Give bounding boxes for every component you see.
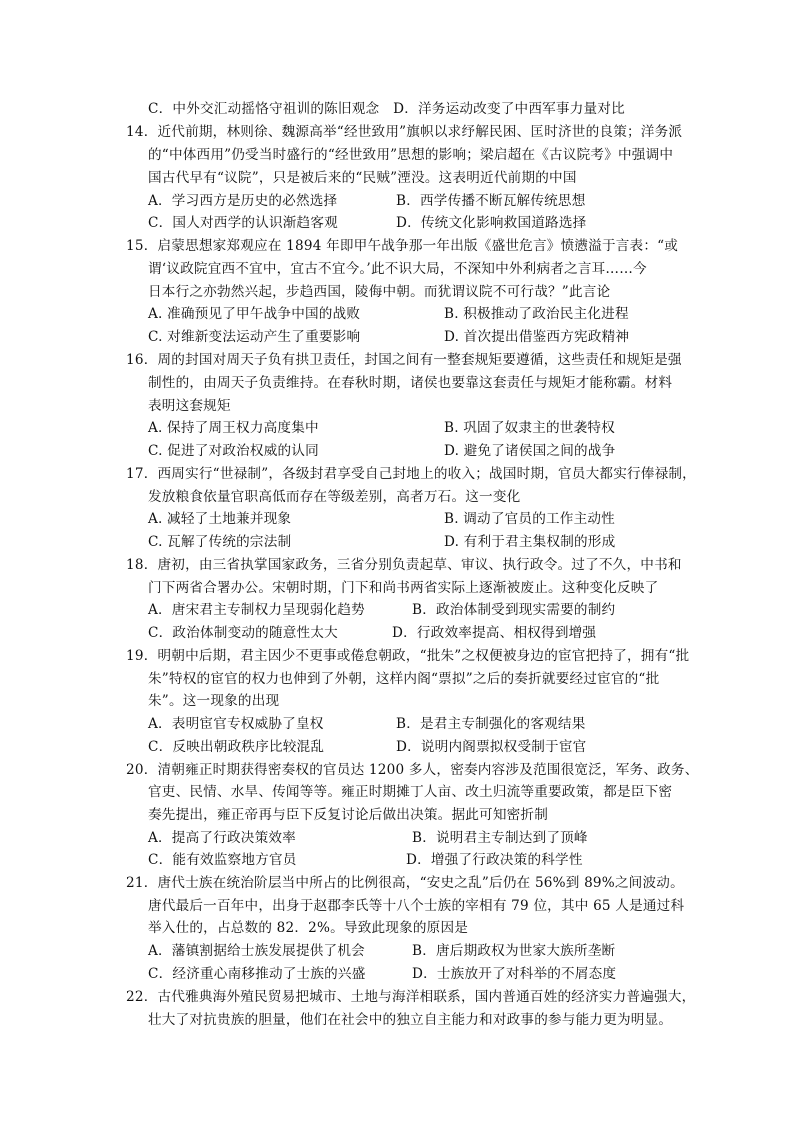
q22-stem-line1: 22．古代雅典海外殖民贸易把城市、土地与海洋相联系，国内普通百姓的经济实力普遍强大， bbox=[126, 989, 696, 1005]
q18-option-d: D．行政效率提高、相权得到增强 bbox=[392, 625, 597, 641]
q15-stem-line2: 谓‘议政院宜西不宜中，宜古不宜今。’此不识大局，不深知中外利病者之言耳……今 bbox=[148, 261, 647, 277]
q19-option-c: C．反映出朝政秩序比较混乱 bbox=[148, 739, 325, 755]
q18-stem-line1: 18．唐初，由三省执掌国家政务，三省分别负责起草、审议、执行政令。过了不久，中书和 bbox=[126, 557, 682, 573]
q18-stem-line2: 门下两省合署办公。宋朝时期，门下和尚书两省实际上逐渐被废止。这种变化反映了 bbox=[148, 580, 659, 596]
q15-option-d: D. 首次提出借鉴西方宪政精神 bbox=[444, 329, 630, 345]
q20-option-a: A．提高了行政决策效率 bbox=[148, 830, 296, 846]
q16-option-c: C. 促进了对政治权威的认同 bbox=[148, 443, 319, 459]
q16-option-a: A. 保持了周王权力高度集中 bbox=[148, 420, 319, 436]
q14-option-d: D．传统文化影响救国道路选择 bbox=[396, 215, 587, 231]
q21-option-d: D．士族放开了对科举的不屑态度 bbox=[412, 966, 617, 982]
q20-option-c: C．能有效监察地方官员 bbox=[148, 852, 297, 868]
q13-options-cd: C．中外交汇动摇恪守祖训的陈旧观念 D．洋务运动改变了中西军事力量对比 bbox=[148, 101, 625, 117]
q15-option-a: A. 准确预见了甲午战争中国的战败 bbox=[148, 306, 361, 322]
q14-option-c: C．国人对西学的认识渐趋客观 bbox=[148, 215, 338, 231]
q17-stem-line1: 17．西周实行“世禄制”，各级封君享受自己封地上的收入；战国时期，官员大都实行俸禄制， bbox=[126, 466, 696, 482]
q15-option-b: B. 积极推动了政治民主化进程 bbox=[444, 306, 629, 322]
q15-stem-line3: 日本行之亦勃然兴起，步趋西国，陵侮中朝。而犹谓议院不可行哉？”此言论 bbox=[148, 284, 611, 300]
q17-stem-line2: 发放粮食依量官职高低而存在等级差别，高者万石。这一变化 bbox=[148, 489, 521, 505]
q21-stem-line2: 唐代最后一百年中，出身于赵郡李氏等十八个士族的宰相有 79 位，其中 65 人是通过科 bbox=[148, 898, 685, 914]
q20-stem-line2: 官吏、民情、水旱、传闻等等。雍正时期摊丁人亩、改土归流等重要政策，都是臣下密 bbox=[148, 784, 673, 800]
q21-option-b: B．唐后期政权为世家大族所垄断 bbox=[412, 943, 616, 959]
q16-stem-line2: 制性的，由周天子负责维持。在春秋时期，诸侯也要靠这套责任与规矩才能称霸。材料 bbox=[148, 375, 673, 391]
q21-option-a: A．藩镇割据给士族发展提供了机会 bbox=[148, 943, 365, 959]
q17-option-b: B. 调动了官员的工作主动性 bbox=[444, 511, 615, 527]
q20-option-d: D．增强了行政决策的科学性 bbox=[406, 852, 583, 868]
q20-stem-line1: 20．清朝雍正时期获得密奏权的官员达 1200 多人，密奏内容涉及范围很宽泛，军务、政务、 bbox=[126, 762, 699, 778]
q19-option-d: D．说明内阁票拟权受制于宦官 bbox=[396, 739, 587, 755]
q17-option-a: A. 减轻了土地兼并现象 bbox=[148, 511, 292, 527]
q19-stem-line3: 朱”。这一现象的出现 bbox=[148, 693, 280, 709]
q20-option-b: B．说明君主专制达到了顶峰 bbox=[412, 830, 588, 846]
q19-stem-line1: 19．明朝中后期，君主因少不更事或倦怠朝政，“批朱”之权便被身边的宦官把持了，拥有“批 bbox=[126, 648, 690, 664]
q19-stem-line2: 朱”特权的宦官的权力也伸到了外朝，这样内阁“票拟”之后的奏折就要经过宦官的“批 bbox=[148, 671, 660, 687]
q18-option-c: C．政治体制变动的随意性太大 bbox=[148, 625, 338, 641]
q16-stem-line1: 16．周的封国对周天子负有拱卫责任，封国之间有一整套规矩要遵循，这些责任和规矩是强 bbox=[126, 352, 682, 368]
q16-stem-line3: 表明这套规矩 bbox=[148, 398, 231, 414]
q20-stem-line3: 奏先提出，雍正帝再与臣下反复讨论后做出决策。据此可知密折制 bbox=[148, 807, 549, 823]
q21-stem-line1: 21．唐代士族在统治阶层当中所占的比例很高，“安史之乱”后仍在 56%到 89%之间波动。 bbox=[126, 875, 684, 891]
q19-option-b: B．是君主专制强化的客观结果 bbox=[396, 716, 586, 732]
q21-stem-line3: 举入仕的，占总数的 82．2%。导致此现象的原因是 bbox=[148, 920, 469, 936]
q15-option-c: C. 对维新变法运动产生了重要影响 bbox=[148, 329, 361, 345]
q14-stem-line3: 国古代早有“议院”，只是被后来的“民贼”湮没。这表明近代前期的中国 bbox=[148, 170, 577, 186]
q14-stem-line2: 的“中体西用”仍受当时盛行的“经世致用”思想的影响；梁启超在《古议院考》中强调中 bbox=[148, 147, 674, 163]
q18-option-b: B．政治体制受到现实需要的制约 bbox=[412, 602, 616, 618]
q19-option-a: A．表明宦官专权威胁了皇权 bbox=[148, 716, 324, 732]
q22-stem-line2: 壮大了对抗贵族的胆量，他们在社会中的独立自主能力和对政事的参与能力更为明显。 bbox=[148, 1012, 673, 1028]
q14-stem-line1: 14．近代前期，林则徐、魏源高举“经世致用”旗帜以求纾解民困、匡时济世的良策；洋务派 bbox=[126, 124, 683, 140]
q17-option-d: D. 有利于君主集权制的形成 bbox=[444, 534, 616, 550]
q16-option-b: B. 巩固了奴隶主的世袭特权 bbox=[444, 420, 615, 436]
q16-option-d: D. 避免了诸侯国之间的战争 bbox=[444, 443, 616, 459]
q15-stem-line1: 15．启蒙思想家郑观应在 1894 年即甲午战争那一年出版《盛世危言》愤懑溢于言表：“或 bbox=[126, 238, 679, 254]
q14-option-a: A．学习西方是历史的必然选择 bbox=[148, 193, 338, 209]
q18-option-a: A．唐宋君主专制权力呈现弱化趋势 bbox=[148, 602, 365, 618]
q14-option-b: B．西学传播不断瓦解传统思想 bbox=[396, 193, 586, 209]
q17-option-c: C. 瓦解了传统的宗法制 bbox=[148, 534, 292, 550]
q21-option-c: C．经济重心南移推动了士族的兴盛 bbox=[148, 966, 366, 982]
